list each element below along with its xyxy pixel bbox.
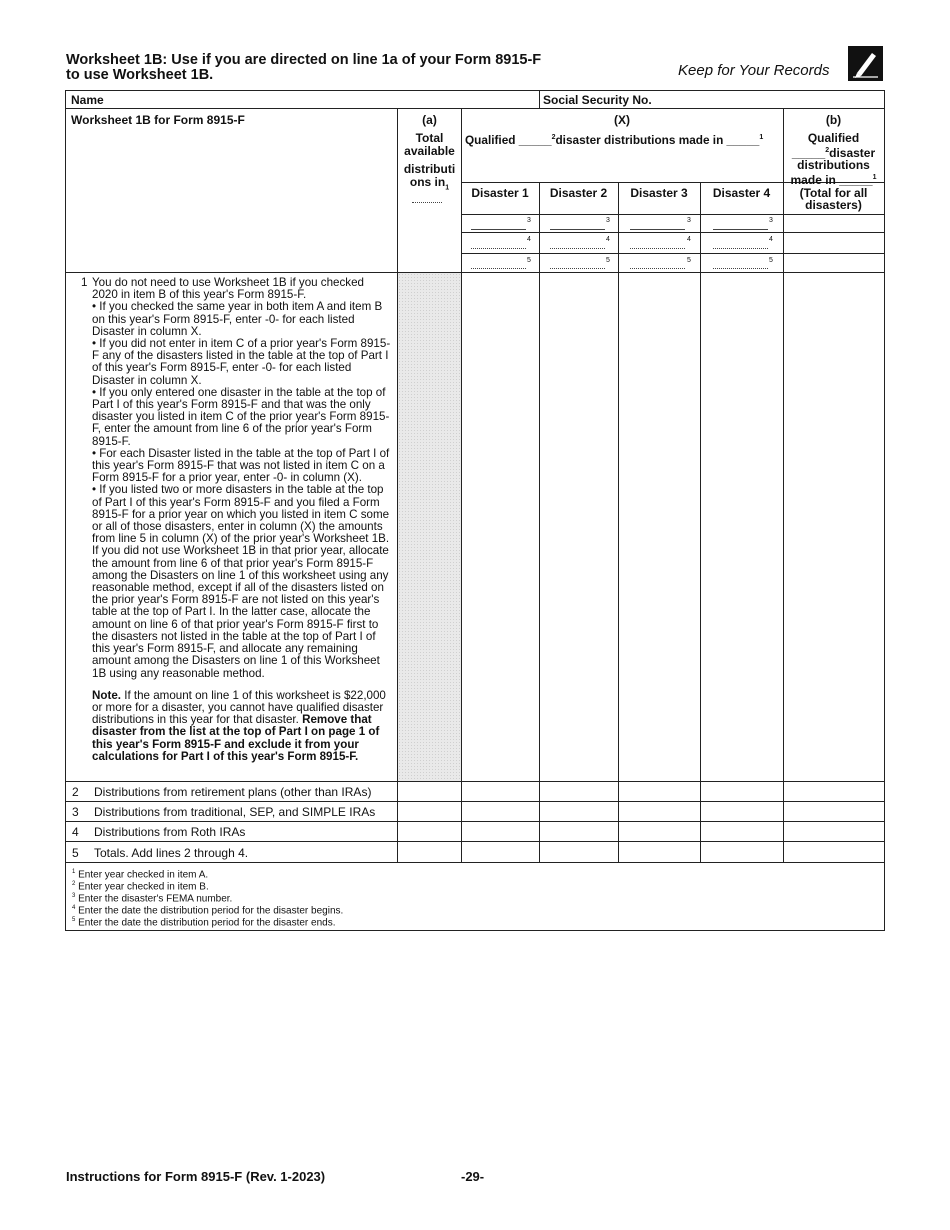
col-b-header: (b) Qualified _____$^2$disaster distributions made in _____$^1$ bbox=[790, 113, 877, 187]
line-2-number: 2 bbox=[72, 785, 79, 799]
disaster-4-fema-field[interactable] bbox=[713, 229, 768, 230]
disaster-3-end-field[interactable] bbox=[630, 268, 685, 269]
name-label: Name bbox=[71, 93, 104, 107]
disaster-3-fema-field[interactable] bbox=[630, 229, 685, 230]
col-b-total: (Total for all disasters) bbox=[799, 186, 868, 213]
disaster-4-begin-field[interactable] bbox=[713, 248, 768, 249]
footnote-2: $^2$ Enter year checked in item B. bbox=[72, 881, 209, 893]
worksheet-title bbox=[66, 53, 626, 83]
disaster-3-header: Disaster 3 bbox=[630, 186, 688, 200]
shaded-cell bbox=[398, 273, 461, 781]
footnote-3: $^3$ Enter the disaster's FEMA number. bbox=[72, 893, 233, 905]
line-1-number: 1 bbox=[81, 276, 88, 289]
col-x-heading: Qualified _____$^2$disaster distributions made in _____$^1$ bbox=[465, 132, 764, 147]
disaster-1-end-field[interactable] bbox=[471, 268, 526, 269]
title-line-1: Worksheet 1B: Use if you are directed on line 1a of your Form 8915-F bbox=[66, 52, 542, 68]
disaster-1-fema-field[interactable] bbox=[471, 229, 526, 230]
footnote-1: $^1$ Enter year checked in item A. bbox=[72, 869, 209, 881]
line-5-number: 5 bbox=[72, 846, 79, 860]
disaster-4-end-field[interactable] bbox=[713, 268, 768, 269]
disaster-2-end-field[interactable] bbox=[550, 268, 605, 269]
line-1-instructions: You do not need to use Worksheet 1B if you checked 2020 in item B of this year's Form 8915-F. • If you checked the same year in both item A and item B on this year's Form 8915-F, enter -0- for each listed Disaster in column X. • If you did not enter in item C of a prior year's Form 8915-F any of the disasters listed in the table at the top of Part I of this year's Form 8915-F, enter -0- for each listed Disaster in column X. • If you only entered one disaster in the table at the top of Part I of this year's Form 8915-F and that was the only disaster you listed in item C of the prior year's Form 8915-F, enter the amount from line 6 of the prior year's Form 8915-F. • For each Disaster listed in the table at the top of Part I of this year's Form 8915-F that was not listed in item C on a Form 8915-F for a prior year, enter -0- in column (X). • If you listed two or more disasters in the table at the top of Part I of this year's Form 8915-F and you filed a Form 8915-F for a prior year on which you listed in item C some or all of those disasters, enter in column (X) the amounts from line 5 in column (X) of the prior year's Worksheet 1B. If you did not use Worksheet 1B in that prior year, allocate the amount from line 6 of that prior year's Form 8915-F among the Disasters on line 1 of this worksheet using any reasonable method, except if all of the disasters listed on the prior year's Form 8915-F are not listed on this year's table at the top of Part I. In the latter case, allocate the amount on line 6 of that prior year's Form 8915-F first to the disasters not listed in the table at the top of Part I of this year's Form 8915-F, and allocate any remaining amount among the Disasters on line 1 of this Worksheet 1B using any reasonable method. Note. If the amount on line 1 of this worksheet is $22,000 or more for a disaster, you cannot have qualified disaster distributions in this year for that disaster. Remove that disaster from the list at the top of Part I on page 1 of this year's Form 8915-F and exclude it from your calculations for Part I of this year's Form 8915-F. bbox=[92, 276, 391, 763]
disaster-1-header: Disaster 1 bbox=[471, 186, 529, 200]
line-5-text: Totals. Add lines 2 through 4. bbox=[94, 846, 249, 860]
disaster-2-fema-field[interactable] bbox=[550, 229, 605, 230]
disaster-4-header: Disaster 4 bbox=[712, 186, 771, 200]
title-line-2: to use Worksheet 1B. bbox=[66, 67, 214, 83]
page-number: -29- bbox=[461, 1169, 485, 1184]
disaster-2-header: Disaster 2 bbox=[549, 186, 608, 200]
disaster-2-begin-field[interactable] bbox=[550, 248, 605, 249]
disaster-1-begin-field[interactable] bbox=[471, 248, 526, 249]
line-4-number: 4 bbox=[72, 825, 79, 839]
line-2-text: Distributions from retirement plans (other than IRAs) bbox=[94, 785, 372, 799]
keep-for-records: Keep for Your Records bbox=[678, 62, 830, 79]
footnote-5: $^5$ Enter the date the distribution period for the disaster ends. bbox=[72, 917, 336, 929]
worksheet-label: Worksheet 1B for Form 8915-F bbox=[71, 113, 245, 127]
footer-form-name: Instructions for Form 8915-F (Rev. 1-2023) bbox=[66, 1169, 326, 1184]
disaster-3-begin-field[interactable] bbox=[630, 248, 685, 249]
line-3-text: Distributions from traditional, SEP, and SIMPLE IRAs bbox=[94, 805, 376, 819]
footnote-4: $^4$ Enter the date the distribution period for the disaster begins. bbox=[72, 905, 344, 917]
ssn-label: Social Security No. bbox=[543, 93, 652, 107]
line-3-number: 3 bbox=[72, 805, 79, 819]
col-a-header: (a) Total available distributi ons $in_1$ bbox=[403, 113, 456, 192]
line-4-text: Distributions from Roth IRAs bbox=[94, 825, 246, 839]
pen-icon bbox=[848, 46, 883, 81]
col-x-letter: (X) bbox=[614, 113, 630, 127]
